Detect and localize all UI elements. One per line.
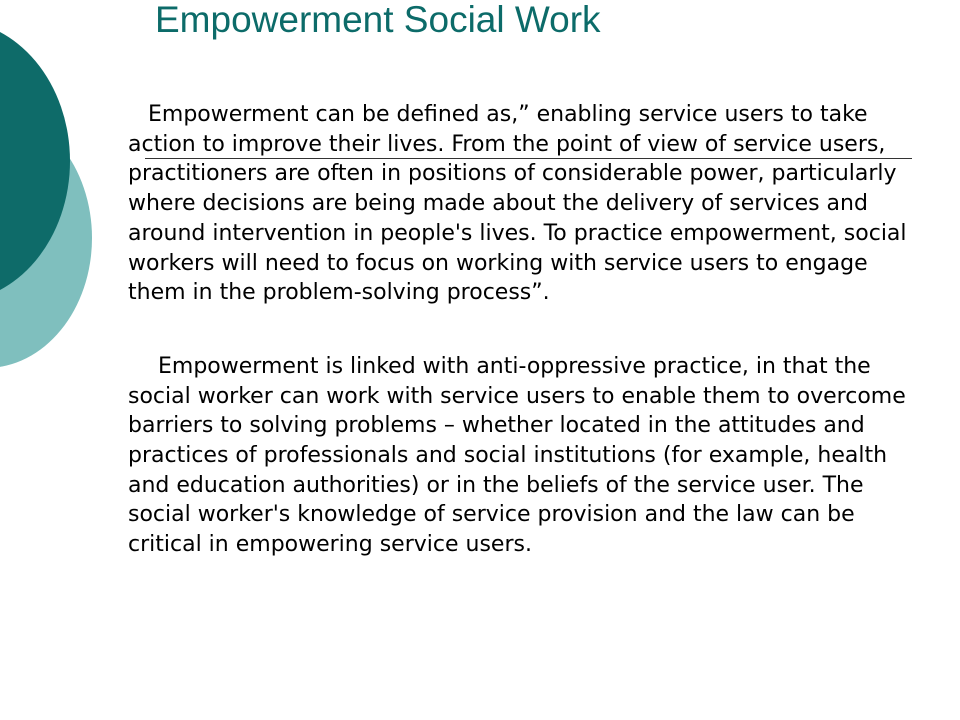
slide-body	[128, 100, 908, 560]
body-paragraph-1: Empowerment can be defined as,” enabling service users to take action to improve their lives. From the point of view of service users, practitioners are often in positions of considerable power, particularly where decisions are being made about the delivery of services and around intervention in people's lives. To practice empowerment, social workers will need to focus on working with service users to engage them in the problem-solving process”.	[128, 102, 907, 306]
slide-title: Empowerment Social Work	[155, 0, 601, 40]
body-paragraph-2: Empowerment is linked with anti-oppressive practice, in that the social worker can work with service users to enable them to overcome barriers to solving problems – whether located in the attitudes and practices of professionals and social institutions (for example, health and education authorities) or in the beliefs of the service user. The social worker's knowledge of service provision and the law can be critical in empowering service users.	[128, 353, 906, 558]
